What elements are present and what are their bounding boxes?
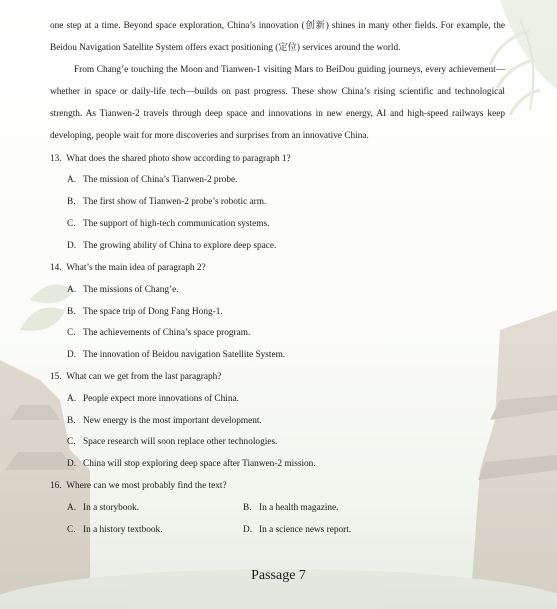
option-text: The innovation of Beidou navigation Satellite System. — [83, 350, 286, 360]
option-text: People expect more innovations of China. — [83, 394, 239, 404]
question-14-stem: 14. What’s the main idea of paragraph 2? — [50, 263, 206, 273]
option-letter: B. — [67, 416, 76, 426]
option-letter: D. — [243, 525, 253, 535]
option-text: New energy is the most important development. — [83, 416, 262, 426]
option-letter: B. — [243, 503, 252, 513]
question-16-stem: 16. Where can we most probably find the text? — [50, 481, 227, 491]
option-text: China will stop exploring deep space after Tianwen-2 mission. — [83, 459, 316, 469]
option-text: Space research will soon replace other technologies. — [83, 437, 278, 447]
option-letter: C. — [67, 219, 76, 229]
option-text: The first show of Tianwen-2 probe’s robotic arm. — [83, 197, 267, 207]
paragraph-2-text: From Chang’e touching the Moon and Tianwen-1 visiting Mars to BeiDou guiding journeys, every achievement—whether in space or daily-life tech—builds on past progress. These show China’s rising scientific and technological strength. As Tianwen-2 travels through deep space and innovations in new energy, AI and high-speed railways keep developing, people wait for more discoveries and surprises from an innovative China. — [50, 65, 505, 141]
question-16-option-b[interactable] — [243, 503, 339, 513]
question-13-stem: 13. What does the shared photo show according to paragraph 1? — [50, 154, 291, 164]
question-13-option-a[interactable] — [67, 175, 237, 185]
option-letter: C. — [67, 328, 76, 338]
option-text: The missions of Chang’e. — [83, 285, 179, 295]
option-letter: C. — [67, 525, 76, 535]
option-text: In a storybook. — [83, 503, 140, 513]
option-text: The achievements of China’s space program. — [83, 328, 251, 338]
option-letter: A. — [67, 175, 77, 185]
question-15-stem: 15. What can we get from the last paragraph? — [50, 372, 222, 382]
option-text: In a health magazine. — [259, 503, 339, 513]
option-text: The support of high-tech communication systems. — [83, 219, 270, 229]
question-15-option-b[interactable] — [67, 416, 262, 426]
page-footer: Passage 7 — [251, 568, 306, 583]
option-letter: A. — [67, 394, 77, 404]
question-13-option-d[interactable] — [67, 241, 276, 251]
option-letter: B. — [67, 197, 76, 207]
question-13-option-b[interactable] — [67, 197, 266, 207]
question-14-option-b[interactable] — [67, 307, 223, 317]
question-14-option-d[interactable] — [67, 350, 285, 360]
option-letter: D. — [67, 459, 77, 469]
paragraph-1-tail — [50, 15, 505, 59]
question-15-option-a[interactable] — [67, 394, 239, 404]
question-14-option-c[interactable] — [67, 328, 250, 338]
option-text: In a science news report. — [259, 525, 352, 535]
option-letter: D. — [67, 350, 77, 360]
option-text: The growing ability of China to explore deep space. — [83, 241, 277, 251]
option-letter: A. — [67, 285, 77, 295]
option-text: The space trip of Dong Fang Hong-1. — [83, 307, 223, 317]
question-14-option-a[interactable] — [67, 285, 179, 295]
option-letter: B. — [67, 307, 76, 317]
option-text: The mission of China’s Tianwen-2 probe. — [83, 175, 238, 185]
option-text: In a history textbook. — [83, 525, 163, 535]
question-13-option-c[interactable] — [67, 219, 269, 229]
question-15-option-c[interactable] — [67, 437, 277, 447]
question-16-option-c[interactable] — [67, 525, 163, 535]
paragraph-1-text: one step at a time. Beyond space exploration, China’s innovation (创新) shines in many other fields. For example, the Beidou Navigation Satellite System offers exact positioning (定位) services around the world. — [50, 21, 505, 53]
paragraph-2 — [50, 59, 505, 147]
question-15-option-d[interactable] — [67, 459, 316, 469]
option-letter: C. — [67, 437, 76, 447]
question-16-option-d[interactable] — [243, 525, 351, 535]
question-16-option-a[interactable] — [67, 503, 139, 513]
option-letter: D. — [67, 241, 77, 251]
option-letter: A. — [67, 503, 77, 513]
